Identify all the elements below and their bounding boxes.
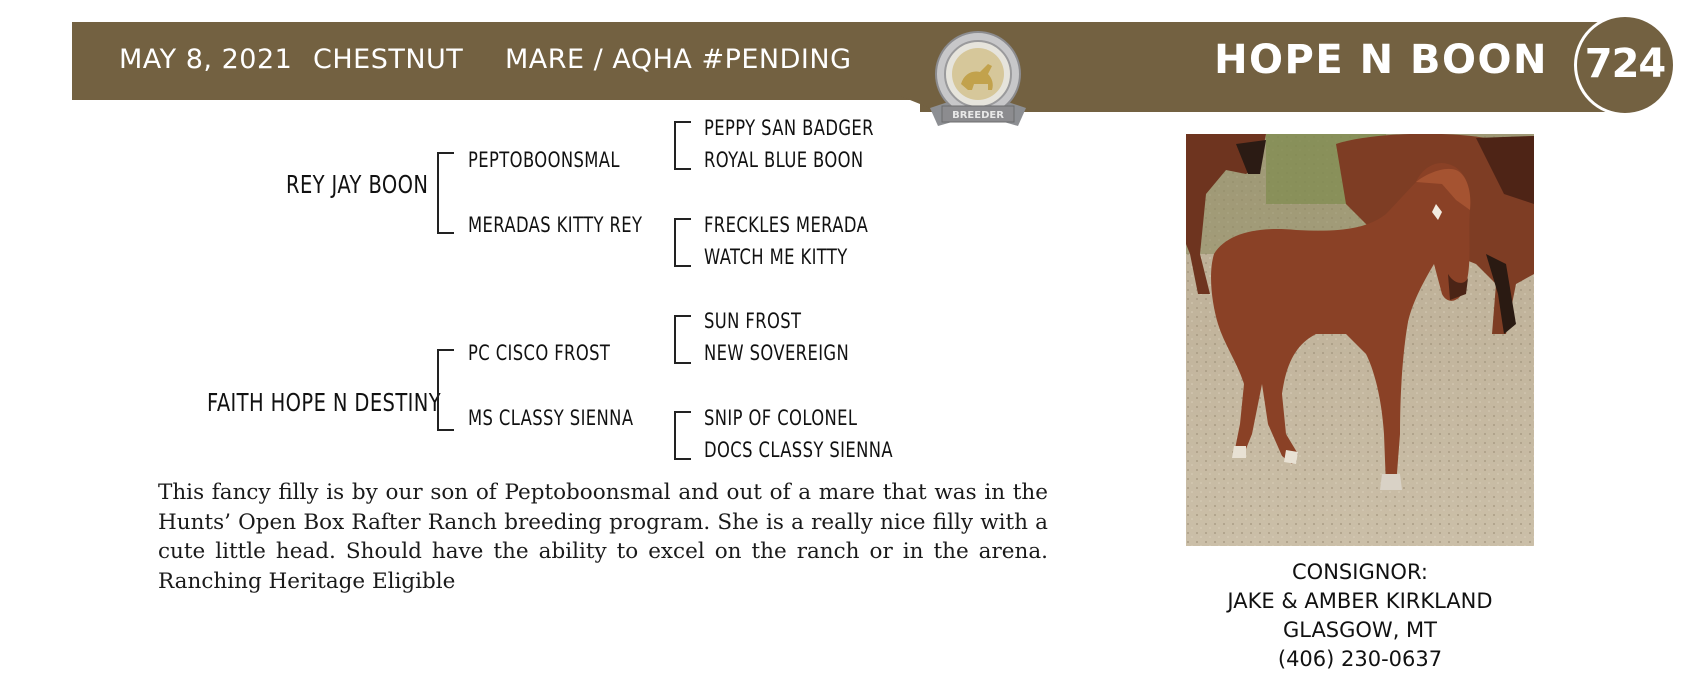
ss-sire-name: PEPPY SAN BADGER: [704, 116, 874, 140]
dd-dam-name: DOCS CLASSY SIENNA: [704, 438, 894, 462]
dd-sire-name: SNIP OF COLONEL: [704, 406, 858, 430]
horse-description: This fancy filly is by our son of Peptoboonsmal and out of a mare that was in the Hunts’ Open Box Rafter Ranch breeding program. She is a really nice filly with a cute little head. Should have the ability to excel on the ranch or in the arena. Ranching Heritage Eligible: [158, 480, 1048, 594]
ss-bracket: [674, 121, 691, 170]
ss-dam-name: ROYAL BLUE BOON: [704, 148, 864, 172]
horse-color: CHESTNUT: [313, 44, 464, 75]
dam-dam-name: MS CLASSY SIENNA: [468, 406, 634, 430]
sire-sire-name: PEPTOBOONSMAL: [468, 148, 620, 172]
consignor-label: CONSIGNOR:: [1292, 560, 1428, 584]
sd-dam-name: WATCH ME KITTY: [704, 245, 848, 269]
dd-bracket: [674, 411, 691, 460]
lot-badge: [1574, 14, 1676, 116]
sire-bracket: [437, 152, 454, 234]
sd-sire-name: FRECKLES MERADA: [704, 213, 869, 237]
consignor-name: JAKE & AMBER KIRKLAND: [1227, 589, 1493, 613]
ds-dam-name: NEW SOVEREIGN: [704, 341, 850, 365]
dam-sire-name: PC CISCO FROST: [468, 341, 611, 365]
consignor-location: GLASGOW, MT: [1282, 618, 1437, 642]
dam-bracket: [437, 349, 454, 431]
dam-name: FAITH HOPE N DESTINY: [207, 388, 442, 417]
consignor-block: [1170, 558, 1550, 674]
seal-text: BREEDER: [952, 110, 1004, 121]
consignor-phone: (406) 230-0637: [1277, 647, 1443, 671]
sex-registry: MARE / AQHA #PENDING: [505, 44, 852, 75]
sire-dam-name: MERADAS KITTY REY: [468, 213, 643, 237]
lot-number: 724: [1584, 41, 1666, 87]
sire-name: REY JAY BOON: [286, 170, 429, 199]
breeder-seal-icon: [928, 30, 1028, 130]
horse-name: HOPE N BOON: [1214, 37, 1548, 83]
horse-photo: [1186, 134, 1534, 546]
ds-sire-name: SUN FROST: [704, 309, 802, 333]
ds-bracket: [674, 315, 691, 364]
sd-bracket: [674, 218, 691, 267]
foal-date: MAY 8, 2021: [119, 44, 293, 75]
